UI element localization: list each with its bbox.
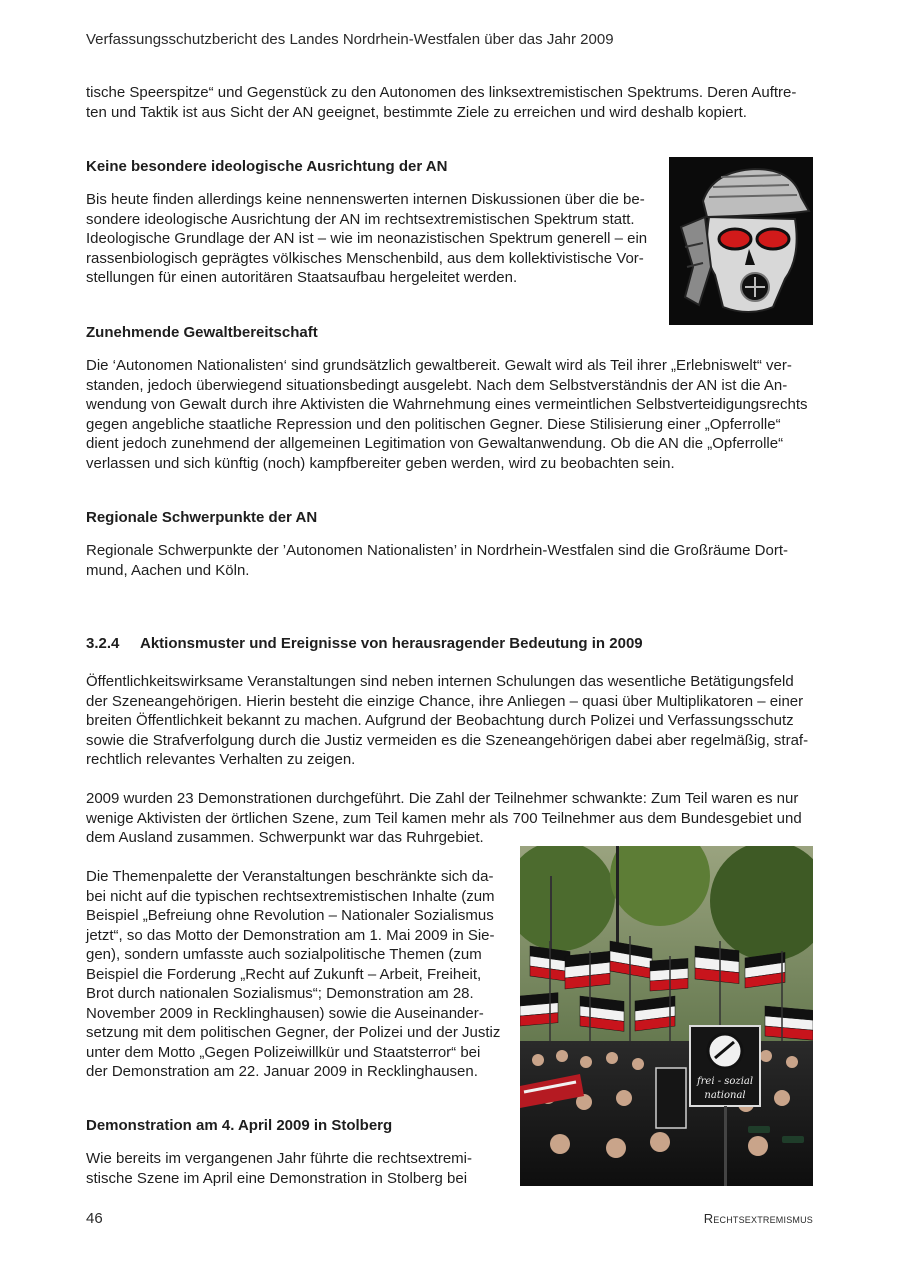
patterns-paragraph-1: Öffentlichkeitswirksame Veranstaltungen sind neben internen Schulungen das wesentliche Betätigungsfeld der Szeneangehörigen. Hierin besteht die einzige Chance, ihre Anliegen – quasi über Multiplikatoren – einer breiten Öffentlichkeit bekannt zu machen. Aufgrund der Beobachtung durch Polizei und Verfassungsschutz sowie die Strafverfolgung durch die Justiz vermeiden es die Szeneangehörigen dabei aber regelmäßig, straf- rechtlich relevantes Verhalten zu zeigen.: [86, 673, 809, 768]
patterns-paragraph-2: 2009 wurden 23 Demonstrationen durchgeführt. Die Zahl der Teilnehmer schwankte: Zum Teil waren es nur wenige Aktivisten der örtlichen Szene, zum Teil kamen mehr als 700 Teilnehmer aus dem Bundesgebiet und dem Ausland zusammen. Schwerpunkt war das Ruhrgebiet.: [86, 790, 802, 846]
page-number: 46: [86, 1210, 103, 1227]
section-number: 3.2.4: [86, 635, 120, 652]
sign-text-2: national: [704, 1090, 746, 1101]
demonstration-photo: [520, 846, 813, 1186]
section-heading-3-2-4: [86, 635, 643, 652]
intro-paragraph: tische Speerspitze“ und Gegenstück zu den Autonomen des linksextremistischen Spektrums. Deren Auftre- ten und Taktik ist aus Sicht der AN geeignet, bestimmte Ziele zu erreichen und wird deshalb kopiert.: [86, 84, 797, 121]
heading-stolberg: Demonstration am 4. April 2009 in Stolberg: [86, 1117, 393, 1134]
heading-violence: Zunehmende Gewaltbereitschaft: [86, 324, 318, 341]
sign-text-1: frei - sozial: [696, 1076, 754, 1087]
patterns-paragraph-3: Die Themenpalette der Veranstaltungen beschränkte sich da- bei nicht auf die typischen rechtsextremistischen Inhalte (zum Beispiel „Befreiung ohne Revolution – Nationaler Sozialismus jetzt“, so das Motto der Demonstration am 1. Mai 2009 in Sie- gen), sondern umfasste auch sozialpolitische Themen (zum Beispiel die Forderung „Recht auf Zukunft – Arbeit, Freiheit, Brot durch nationalen Sozialismus“; Demonstration am 28. November 2009 in Recklinghausen) sowie die Auseinander- setzung mit dem politischen Gegner, der Polizei und der Justiz unter dem Motto „Gegen Polizeiwillkür und Staatsterror“ bei der Demonstration am 22. Januar 2009 in Recklinghausen.: [86, 868, 501, 1080]
regional-paragraph: Regionale Schwerpunkte der ’Autonomen Nationalisten’ in Nordrhein-Westfalen sind die Großräume Dort- mund, Aachen und Köln.: [86, 542, 789, 579]
footer-section-label: Rechtsextremismus: [703, 1211, 813, 1226]
heading-ideology: Keine besondere ideologische Ausrichtung der AN: [86, 158, 448, 175]
section-title: Aktionsmuster und Ereignisse von herausragender Bedeutung in 2009: [140, 635, 643, 652]
stolberg-paragraph: Wie bereits im vergangenen Jahr führte die rechtsextremi- stische Szene im April eine Demonstration in Stolberg bei: [86, 1150, 473, 1187]
violence-paragraph: Die ‘Autonomen Nationalisten‘ sind grundsätzlich gewaltbereit. Gewalt wird als Teil ihrer „Erlebniswelt“ ver- standen, jedoch überwiegend situationsbedingt ausgelebt. Nach dem Selbstverständnis der AN ist die An- wendung von Gewalt durch ihre Aktivisten die Wahrnehmung eines vermeintlichen Selbstverteidigungsrechts gegen angebliche staatliche Repression und den politischen Gegner. Diese Stilisierung einer „Opferrolle“ dient jedoch zunehmend der allgemeinen Legitimation von Gewaltanwendung. Ob die AN die „Opferrolle“ verlassen und sich künftig (noch) kampfbereiter geben werden, wird zu beobachten sein.: [86, 357, 808, 472]
skull-emblem-icon: [669, 157, 813, 325]
heading-regional: Regionale Schwerpunkte der AN: [86, 509, 318, 526]
skull-emblem-figure: [669, 157, 813, 325]
running-header: Verfassungsschutzbericht des Landes Nordrhein-Westfalen über das Jahr 2009: [86, 31, 614, 48]
ideology-paragraph: Bis heute finden allerdings keine nennenswerten internen Diskussionen über die be- sondere ideologische Ausrichtung der AN im rechtsextremistischen Spektrum statt. Ideologische Grundlage der AN ist – wie im neonazistischen Spektrum generell – ein rassenbiologisch geprägtes völkisches Menschenbild, aus dem kollektivistische Vor- stellungen für einen autoritären Staatsaufbau hergeleitet werden.: [86, 191, 648, 286]
